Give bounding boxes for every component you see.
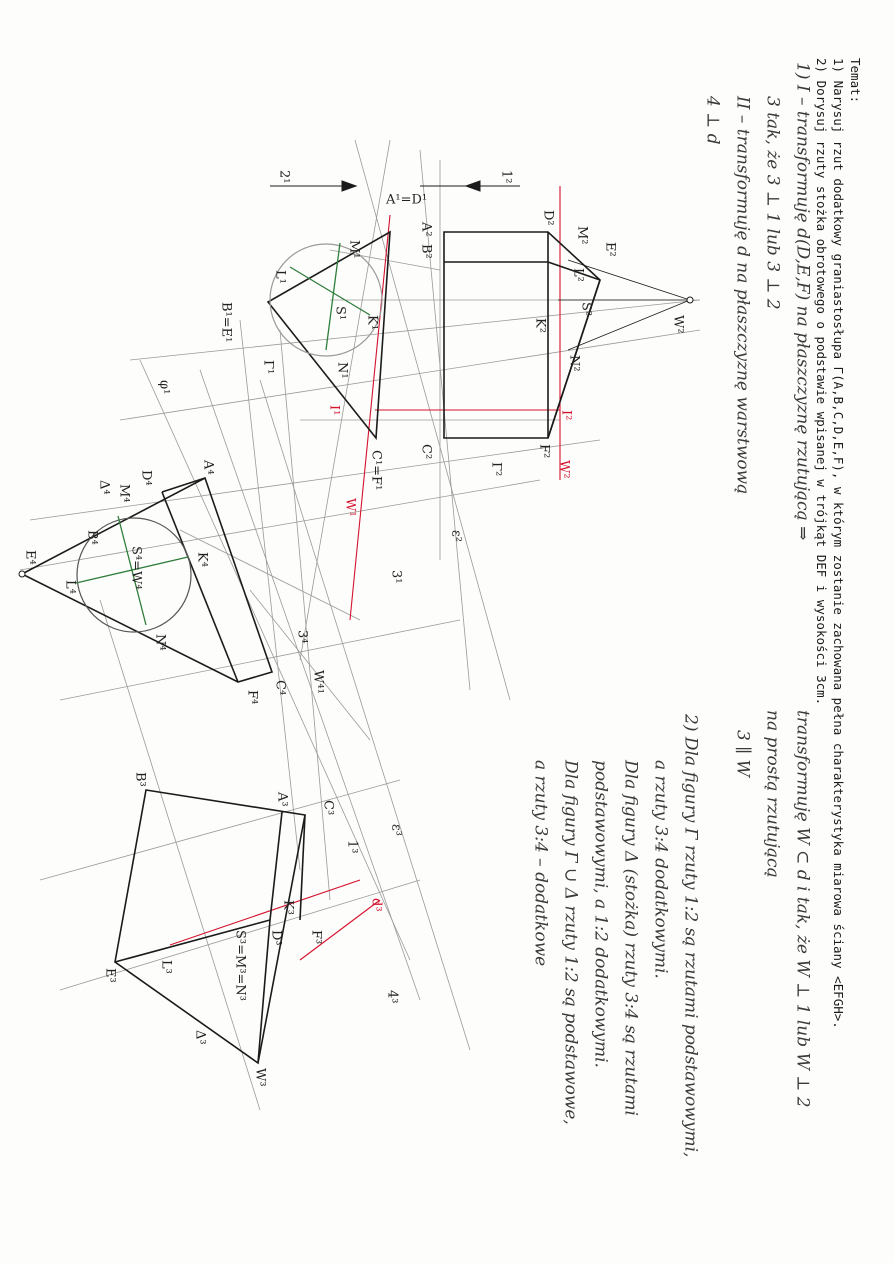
note-4: 4 ⊥ d — [702, 96, 723, 145]
label-w3: W³ — [252, 1068, 268, 1087]
label-l3: L³ — [158, 960, 174, 974]
label-a3: A³ — [274, 792, 290, 807]
label-f3: F³ — [308, 930, 324, 945]
note-3: II – transformuję d na płaszczyznę warstwową — [732, 96, 753, 495]
label-c1f1: C¹=F¹ — [368, 450, 384, 491]
label-axis-13: 1³ — [344, 840, 360, 854]
label-gamma2: Γ² — [488, 462, 504, 477]
label-b3: B³ — [132, 772, 148, 787]
label-s4: S⁴=W⁴ — [128, 546, 144, 590]
header-task-1: 1) Narysuj rzut dodatkowy graniastosłupa Γ(A,B,C,D,E,F), w którym zostanie zachowana pełna charakterystyka miarowa ściany <EFGH>. — [831, 58, 846, 1029]
label-d4: D⁴ — [138, 470, 154, 486]
label-b2: B² — [418, 244, 434, 259]
note-7: Dla figury Γ ∪ Δ rzuty 1:2 są podstawowe, — [560, 760, 581, 1125]
note-5: 2) Dla figury Γ rzuty 1:2 są rzutami podstawowymi, — [680, 714, 701, 1158]
label-delta4: Δ⁴ — [96, 480, 112, 495]
label-delta3: Δ³ — [192, 1030, 208, 1045]
label-axis-12: 1² — [498, 170, 514, 184]
label-i2: I² — [558, 410, 574, 421]
label-b4: B⁴ — [84, 530, 100, 545]
note-7b: a rzuty 3:4 – dodatkowe — [530, 760, 551, 967]
label-l1: L¹ — [272, 270, 288, 284]
label-axis-43: 4³ — [384, 990, 400, 1004]
prism-view-3 — [115, 790, 305, 1063]
label-k4: K⁴ — [194, 552, 210, 567]
header-title: Temat: — [848, 58, 863, 104]
label-gamma1: Γ¹ — [260, 360, 276, 375]
label-phi1: φ¹ — [156, 380, 172, 395]
label-s1: S¹ — [332, 306, 348, 321]
label-c3: C³ — [320, 800, 336, 816]
label-w2: W² — [556, 460, 572, 479]
label-d3: D³ — [268, 930, 284, 946]
note-2: 3 tak, że 3 ⊥ 1 lub 3 ⊥ 2 — [762, 96, 783, 310]
label-m4: M⁴ — [116, 484, 132, 503]
label-eps3: ε³ — [388, 824, 404, 836]
label-l4: L⁴ — [62, 580, 78, 594]
label-w41: W⁴¹ — [310, 670, 326, 694]
point-labels — [23, 170, 686, 1087]
label-l2: L² — [570, 268, 586, 282]
label-a1d1: A¹=D¹ — [386, 192, 428, 208]
label-w1: W¹ — [342, 498, 358, 517]
label-s2: S² — [578, 302, 594, 317]
label-n2: N² — [566, 355, 582, 372]
note-1d: 3 ∥ W — [732, 730, 753, 777]
note-1b: transformuję W ⊂ d i tak, że W ⊥ 1 lub W ⊥ 2 — [792, 710, 813, 1108]
label-c2: C² — [418, 444, 434, 460]
label-n4: N⁴ — [152, 634, 168, 651]
label-m1: M¹ — [346, 240, 362, 259]
label-n1: N¹ — [334, 362, 350, 379]
projection-axes — [270, 181, 520, 191]
label-k3: K³ — [280, 900, 296, 915]
label-i1: I¹ — [326, 405, 342, 416]
label-d2: D² — [540, 210, 556, 226]
label-axis-21: 2¹ — [276, 170, 292, 184]
label-w2-apex: W² — [670, 315, 686, 334]
label-f4: F⁴ — [244, 690, 260, 705]
prism-view-2 — [444, 232, 690, 438]
label-m2: M² — [574, 226, 590, 245]
label-k1: K¹ — [364, 315, 380, 330]
note-1: 1) I – transformuję d(D,E,F) na płaszczyznę rzutującą ⇒ — [792, 62, 813, 541]
note-5b: a rzuty 3:4 dodatkowymi. — [650, 760, 671, 979]
label-k2: K² — [532, 318, 548, 333]
handwritten-notes — [531, 62, 813, 1157]
note-6b: podstawowymi, a 1:2 dodatkowymi. — [590, 760, 611, 1068]
label-e3: E³ — [102, 968, 118, 983]
label-c4: C⁴ — [272, 680, 288, 696]
label-b1e1: B¹=E¹ — [218, 302, 234, 343]
note-6: Dla figury Δ (stożka) rzuty 3:4 są rzutami — [620, 760, 641, 1116]
green-lines-1 — [290, 243, 370, 350]
label-a2: A² — [418, 222, 434, 237]
note-1c: na prostą rzutującą — [762, 710, 783, 878]
label-f2: F² — [536, 444, 552, 459]
header-task-2: 2) Dorysuj rzuty stożka obrotowego o podstawie wpisanej w trójkąt DEF i wysokości 3cm. — [814, 58, 829, 706]
label-e2: E² — [602, 242, 618, 257]
label-axis-34: 3⁴ — [294, 630, 310, 644]
w2-point — [687, 297, 693, 303]
label-axis-31: 3¹ — [388, 570, 404, 584]
label-eps2: ε² — [448, 530, 464, 542]
label-s3: S³=M³=N³ — [232, 930, 248, 1002]
label-a4: A⁴ — [200, 460, 216, 475]
label-d3-red: d³ — [368, 898, 384, 912]
label-e4: E⁴ — [22, 550, 38, 565]
prism-view-4 — [22, 478, 272, 682]
